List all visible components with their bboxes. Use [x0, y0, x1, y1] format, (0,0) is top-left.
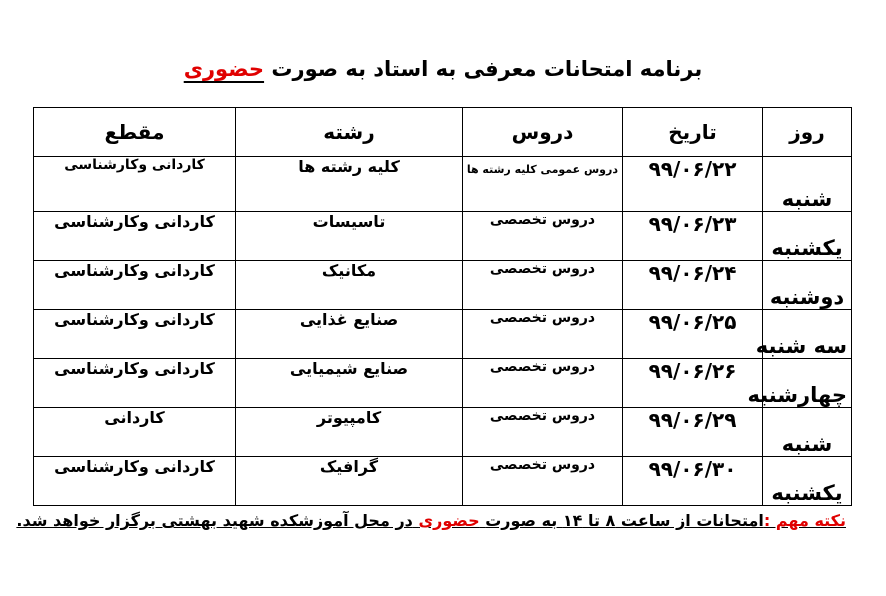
cell-field: کلیه رشته ها [236, 157, 463, 212]
cell-day: دوشنبه [763, 261, 852, 310]
cell-day: چهارشنبه [763, 359, 852, 408]
note-label: نکته مهم : [763, 511, 846, 530]
cell-field: کامپیوتر [236, 408, 463, 457]
table-row [34, 408, 852, 457]
cell-field: مکانیک [236, 261, 463, 310]
cell-course: دروس تخصصی [463, 310, 623, 359]
cell-day: یکشنبه [763, 212, 852, 261]
table-row [34, 212, 852, 261]
cell-course: دروس عمومی کلیه رشته ها [463, 157, 623, 212]
cell-level: کاردانی وکارشناسی [34, 457, 236, 506]
cell-date: ۹۹/۰۶/۲۳ [623, 212, 763, 261]
header-level: مقطع [34, 108, 236, 157]
cell-course: دروس تخصصی [463, 261, 623, 310]
cell-day: شنبه [763, 408, 852, 457]
note-highlight: حضوری [418, 511, 480, 530]
cell-date: ۹۹/۰۶/۲۹ [623, 408, 763, 457]
table-row [34, 157, 852, 212]
header-day: روز [763, 108, 852, 157]
cell-day: سه شنبه [763, 310, 852, 359]
cell-day: شنبه [763, 157, 852, 212]
cell-course: دروس تخصصی [463, 359, 623, 408]
header-field: رشته [236, 108, 463, 157]
cell-field: گرافیک [236, 457, 463, 506]
cell-date: ۹۹/۰۶/۲۵ [623, 310, 763, 359]
table-row [34, 457, 852, 506]
cell-level: کاردانی وکارشناسی [34, 261, 236, 310]
header-course: دروس [463, 108, 623, 157]
note-text-before: امتحانات از ساعت ۸ تا ۱۴ به صورت [485, 511, 764, 530]
cell-field: صنایع شیمیایی [236, 359, 463, 408]
cell-date: ۹۹/۰۶/۲۶ [623, 359, 763, 408]
cell-date: ۹۹/۰۶/۳۰ [623, 457, 763, 506]
cell-date: ۹۹/۰۶/۲۴ [623, 261, 763, 310]
cell-level: کاردانی وکارشناسی [34, 310, 236, 359]
page-title [0, 52, 886, 86]
header-date: تاریخ [623, 108, 763, 157]
cell-field: صنایع غذایی [236, 310, 463, 359]
cell-level: کاردانی [34, 408, 236, 457]
table-row [34, 359, 852, 408]
exam-schedule-table [33, 107, 852, 506]
title-text: برنامه امتحانات معرفی به استاد به صورت [271, 57, 703, 81]
table-row [34, 261, 852, 310]
cell-level: کاردانی وکارشناسی [34, 157, 236, 212]
table-header-row [34, 108, 852, 157]
cell-course: دروس تخصصی [463, 457, 623, 506]
title-highlight: حضوری [183, 57, 265, 81]
cell-level: کاردانی وکارشناسی [34, 212, 236, 261]
cell-day: یکشنبه [763, 457, 852, 506]
cell-course: دروس تخصصی [463, 212, 623, 261]
cell-course: دروس تخصصی [463, 408, 623, 457]
important-note [16, 508, 846, 534]
table-row [34, 310, 852, 359]
note-text-after: در محل آموزشکده شهید بهشتی برگزار خواهد شد. [16, 511, 413, 530]
cell-level: کاردانی وکارشناسی [34, 359, 236, 408]
cell-date: ۹۹/۰۶/۲۲ [623, 157, 763, 212]
cell-field: تاسیسات [236, 212, 463, 261]
